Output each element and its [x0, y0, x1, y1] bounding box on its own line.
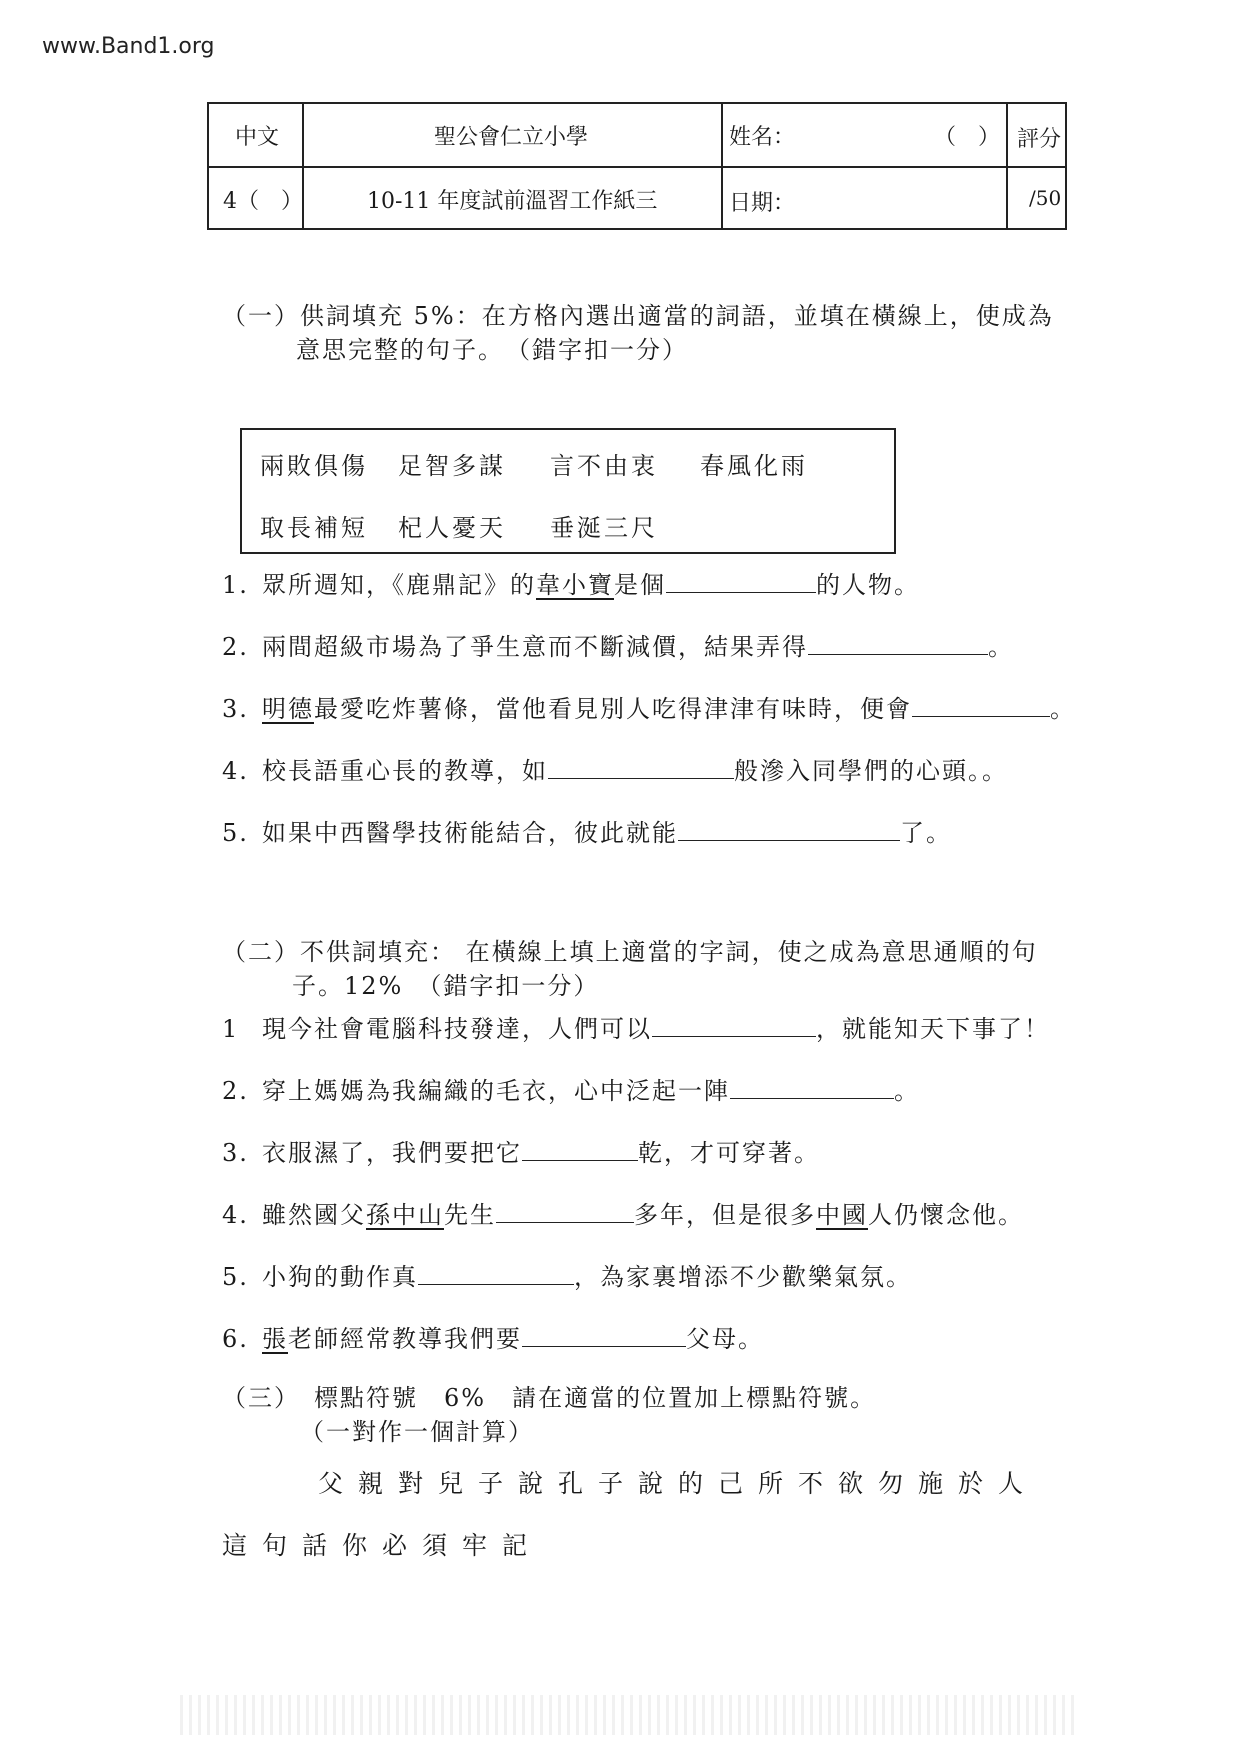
s1-question-2: 2. 兩間超級市場為了爭生意而不斷減價，結果弄得 。 — [222, 630, 1014, 662]
answer-blank[interactable] — [418, 1260, 574, 1285]
s1-question-3: 3. 明德最愛吃炸薯條，當他看見別人吃得津津有味時，便會 。 — [222, 692, 1076, 724]
class-number-bracket: （ ） — [934, 125, 1001, 150]
s2-question-2: 2. 穿上媽媽為我編織的毛衣，心中泛起一陣 。 — [222, 1074, 920, 1106]
word-bank-box — [240, 428, 896, 554]
answer-blank[interactable] — [808, 630, 988, 655]
header-table — [207, 102, 1067, 230]
word-option: 取長補短 — [260, 514, 368, 542]
subject-label: 中文 — [235, 125, 280, 150]
school-name: 聖公會仁立小學 — [434, 125, 589, 150]
section1-heading-cont: 意思完整的句子。 （錯字扣一分） — [296, 336, 688, 364]
section3-heading: （三） 標點符號 6% 請在適當的位置加上標點符號。 — [222, 1384, 877, 1412]
answer-blank[interactable] — [522, 1322, 686, 1347]
score-label: 評分 — [1017, 127, 1062, 152]
underlined-name: 韋小寶 — [536, 571, 614, 599]
section3-heading-cont: （一對作一個計算） — [300, 1418, 534, 1446]
underlined-name: 明德 — [262, 695, 314, 723]
s2-question-6: 6. 張老師經常教導我們要 父母。 — [222, 1322, 764, 1354]
scan-noise — [180, 1695, 1080, 1735]
s1-question-1: 1. 眾所週知，《鹿鼎記》的韋小寶是個 的人物。 — [222, 568, 920, 600]
s2-question-1: 1 現今社會電腦科技發達，人們可以 ，就能知天下事了！ — [222, 1012, 1050, 1044]
punctuation-sentence-line1: 父親對兒子說孔子說的己所不欲勿施於人 — [318, 1469, 1039, 1498]
word-option: 春風化雨 — [700, 452, 808, 480]
class-label: 4（ ） — [223, 189, 303, 214]
word-option: 言不由衷 — [550, 452, 658, 480]
s2-question-3: 3. 衣服濕了，我們要把它 乾，才可穿著。 — [222, 1136, 820, 1168]
s2-question-4: 4. 雖然國父孫中山先生 多年，但是很多中國人仍懷念他。 — [222, 1198, 1024, 1230]
word-option: 杞人憂天 — [398, 514, 506, 542]
punctuation-sentence-line2: 這句話你必須牢記 — [222, 1531, 543, 1560]
answer-blank[interactable] — [496, 1198, 634, 1223]
worksheet-title: 10-11 年度試前溫習工作紙三 — [367, 189, 658, 214]
answer-blank[interactable] — [666, 568, 816, 593]
underlined-name: 張 — [262, 1325, 288, 1353]
underlined-country: 中國 — [816, 1201, 868, 1229]
site-watermark: www.Band1.org — [42, 34, 215, 59]
answer-blank[interactable] — [678, 816, 900, 841]
date-label: 日期： — [729, 191, 796, 216]
underlined-name: 孫中山 — [366, 1201, 444, 1229]
s2-question-5: 5. 小狗的動作真 ，為家裏增添不少歡樂氣氛。 — [222, 1260, 912, 1292]
section2-heading-cont: 子。12% （錯字扣一分） — [292, 972, 600, 1000]
word-option: 兩敗俱傷 — [260, 452, 368, 480]
answer-blank[interactable] — [912, 692, 1050, 717]
section2-heading: （二）不供詞填充： 在橫線上填上適當的字詞，使之成為意思通順的句 — [222, 938, 1038, 966]
score-total: /50 — [1029, 186, 1062, 210]
answer-blank[interactable] — [730, 1074, 894, 1099]
s1-question-4: 4. 校長語重心長的教導，如 般滲入同學們的心頭。。 — [222, 754, 1008, 786]
answer-blank[interactable] — [522, 1136, 638, 1161]
section1-heading: （一）供詞填充 5%：在方格內選出適當的詞語，並填在橫線上，使成為 — [222, 302, 1054, 330]
name-label: 姓名： — [729, 125, 796, 150]
s1-question-5: 5. 如果中西醫學技術能結合，彼此就能 了。 — [222, 816, 952, 848]
word-option: 足智多謀 — [398, 452, 506, 480]
word-option: 垂涎三尺 — [550, 514, 658, 542]
answer-blank[interactable] — [548, 754, 734, 779]
answer-blank[interactable] — [652, 1012, 816, 1037]
